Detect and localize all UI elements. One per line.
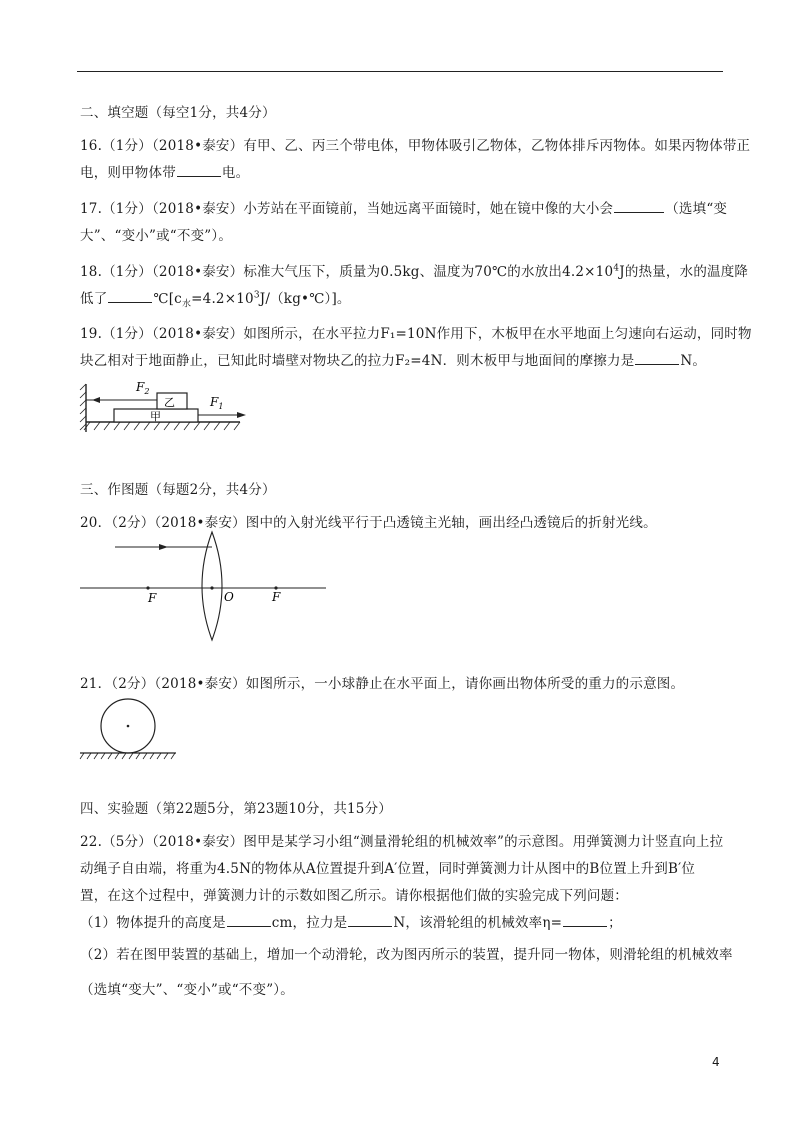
section-draw-heading: 三、作图题（每题2分，共4分）: [80, 482, 276, 498]
q22-blank-force[interactable]: [348, 913, 392, 927]
q22-line1: 22.（5分）（2018•泰安）图甲是某学习小组“测量滑轮组的机械效率”的示意图。用弹簧测力计竖直向上拉: [80, 834, 724, 850]
q17-text-a: 17.（1分）（2018•泰安）小芳站在平面镜前，当她远离平面镜时，她在镜中像的大小会: [80, 201, 614, 217]
q21-figure: [80, 694, 180, 764]
q17-line1: [80, 199, 730, 219]
ground-hatching: [84, 422, 240, 430]
q22-text-c: N，该滑轮组的机械效率η=: [393, 915, 563, 931]
q18-exponent-2: 3: [253, 290, 260, 301]
wall-hatching: [80, 384, 86, 430]
q18-subscript-water: 水: [181, 299, 192, 310]
header-rule: [77, 71, 723, 72]
block-yi-label: 乙: [164, 396, 175, 409]
q22-line3: 置，在这个过程中，弹簧测力计的示数如图乙所示。请你根据他们做的实验完成下列问题：: [80, 888, 628, 904]
ground-hatching: [80, 753, 175, 759]
q22-line2: 动绳子自由端，将重为4.5N的物体从A位置提升到A′位置，同时弹簧测力计从图中的B位置上升到B′位: [80, 861, 696, 877]
q22-line5: （2）若在图甲装置的基础上，增加一个动滑轮，改为图丙所示的装置，提升同一物体，则滑轮组的机械效率: [80, 947, 733, 963]
q18-text-a: 18.（1分）（2018•泰安）标准大气压下，质量为0.5kg、温度为70℃的水放出4.2×10: [80, 264, 614, 280]
focal-label-left: F: [148, 591, 157, 605]
q22-text-a: （1）物体提升的高度是: [80, 915, 226, 931]
q18-text-f: J/（kg•℃）]。: [259, 291, 351, 307]
q22-text-d: ；: [608, 915, 622, 931]
q16-answer-blank[interactable]: [177, 163, 221, 177]
f2-label: $F_2$: [136, 380, 150, 396]
q19-answer-blank[interactable]: [635, 351, 679, 365]
q16-text-b: 电。: [221, 165, 250, 181]
q18-text-c: 低了: [80, 291, 108, 307]
optical-center: [210, 586, 213, 589]
q17-text-b: （选填“变: [665, 201, 728, 217]
q18-exponent-1: 4: [613, 263, 620, 274]
f2-arrowhead: [92, 397, 100, 403]
q20-figure: [80, 530, 330, 645]
section-exp-heading: 四、实验题（第22题5分，第23题10分，共15分）: [80, 801, 393, 817]
q18-text-b: J的热量，水的温度降: [619, 264, 749, 280]
q17-line2: 大”、“变小”或“不变”）。: [80, 228, 233, 244]
q20-line1: 20．（2分）（2018•泰安）图中的入射光线平行于凸透镜主光轴，画出经凸透镜后的折射光线。: [80, 515, 657, 531]
f1-arrowhead: [237, 412, 246, 418]
q22-blank-efficiency[interactable]: [563, 913, 607, 927]
focal-point-left: [146, 586, 149, 589]
q21-line1: 21．（2分）（2018•泰安）如图所示，一小球静止在水平面上，请你画出物体所受的重力的示意图。: [80, 676, 685, 692]
incident-ray-arrow: [159, 544, 168, 550]
f1-label: $F_1$: [210, 395, 224, 411]
q22-line4: [80, 913, 730, 933]
q22-line6: （选填“变大”、“变小”或“不变”）。: [80, 982, 294, 998]
section-fill-heading: 二、填空题（每空1分，共4分）: [80, 105, 276, 121]
convex-lens: [202, 532, 222, 640]
q18-line1: [80, 262, 749, 282]
q17-answer-blank[interactable]: [614, 199, 664, 213]
page-number: 4: [712, 1055, 720, 1069]
q16-text-a: 电，则甲物体带: [80, 165, 176, 181]
q19-figure: [80, 376, 250, 440]
ball-center: [127, 725, 130, 728]
q16-line2: [80, 163, 730, 183]
q18-answer-blank[interactable]: [108, 289, 152, 303]
q18-text-e: =4.2×10: [191, 291, 254, 307]
q19-line2: [80, 351, 730, 371]
center-label-o: O: [224, 590, 234, 604]
q19-line1: 19.（1分）（2018•泰安）如图所示，在水平拉力F₁=10N作用下，木板甲在水平地面上匀速向右运动，同时物: [80, 326, 752, 342]
q22-text-b: cm，拉力是: [271, 915, 348, 931]
q18-text-d: ℃[c: [153, 291, 182, 307]
board-jia-label: 甲: [150, 410, 161, 423]
q22-blank-height[interactable]: [227, 913, 271, 927]
q18-line2: [80, 289, 730, 309]
focal-label-right: F: [272, 590, 281, 604]
q19-text-b: N。: [680, 353, 707, 369]
q16-line1: 16.（1分）（2018•泰安）有甲、乙、丙三个带电体，甲物体吸引乙物体，乙物体排斥丙物体。如果丙物体带正: [80, 138, 751, 154]
q19-text-a: 块乙相对于地面静止，已知此时墙壁对物块乙的拉力F₂=4N．则木板甲与地面间的摩擦力是: [80, 353, 635, 369]
